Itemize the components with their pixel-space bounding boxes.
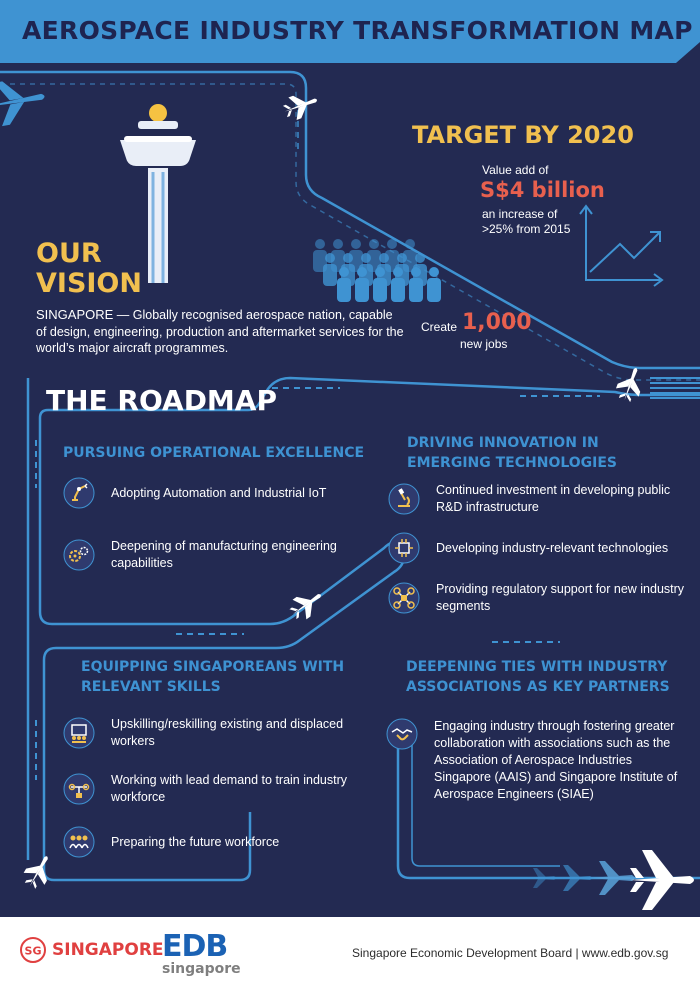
roadmap-item — [388, 482, 688, 516]
footer-credit: Singapore Economic Development Board | www.edb.gov.sg — [352, 946, 669, 960]
item-text: Upskilling/reskilling existing and displaced workers — [111, 717, 344, 748]
airplane-icon — [281, 89, 321, 123]
target-title: TARGET BY 2020 — [412, 121, 634, 149]
vision-statement — [36, 307, 406, 357]
title-bar — [0, 0, 700, 63]
item-text: Working with lead demand to train industry workforce — [111, 773, 347, 804]
roadmap-item — [63, 477, 363, 509]
tools-icon — [63, 773, 95, 805]
roadmap-item — [63, 538, 363, 572]
airplane-icon — [630, 850, 694, 910]
sg-brand-text: SINGAPORE — [52, 940, 164, 960]
item-text: Deepening of manufacturing engineering capabilities — [111, 539, 337, 570]
roadmap-item — [388, 532, 688, 564]
people-cluster-icon — [313, 239, 441, 302]
sg-logo-badge-icon — [20, 937, 46, 963]
vision-title: OUR VISION — [36, 238, 142, 299]
sg-logo — [20, 937, 164, 963]
edb-logo-text: EDB — [162, 929, 228, 964]
value-add-label: Value add of — [482, 163, 549, 177]
growth-chart-icon — [580, 206, 662, 286]
item-text: Engaging industry through fostering greater collaboration with associations such as the Association of Aerospace Industries Singapore (AAIS) and Singapore Institute of Aerospace Engineers (SIAE) — [434, 719, 678, 801]
workforce-icon — [63, 826, 95, 858]
microscope-icon — [388, 483, 420, 515]
item-text: Preparing the future workforce — [111, 834, 280, 849]
item-text: Continued investment in developing public R&D infrastructure — [436, 483, 671, 514]
item-text: Providing regulatory support for new industry segments — [436, 582, 685, 613]
roadmap-item — [63, 772, 363, 806]
roadmap-title: THE ROADMAP — [46, 384, 277, 417]
roadmap-item — [63, 826, 363, 858]
value-add-amount: S$4 billion — [480, 178, 605, 202]
roadmap-item — [386, 718, 686, 803]
handshake-icon — [386, 718, 418, 750]
edb-logo-sub: singapore — [162, 961, 241, 977]
jobs-prefix: Create — [421, 320, 458, 334]
section-title-innovation: DRIVING INNOVATION IN EMERGING TECHNOLOGIES — [407, 435, 618, 471]
section-title-skills: EQUIPPING SINGAPOREANS WITH RELEVANT SKILLS — [81, 659, 345, 695]
drone-icon — [388, 582, 420, 614]
airplane-icon — [0, 75, 48, 129]
value-add-description: an increase of >25% from 2015 — [482, 207, 571, 236]
vision-text: — Globally recognised aerospace nation, capable of design, engineering, production and aftermarket services for the world’s major aircraft programmes. — [36, 308, 404, 355]
item-text: Adopting Automation and Industrial IoT — [111, 485, 327, 500]
sg-logo-text: SG — [24, 944, 42, 958]
roadmap-item — [63, 716, 363, 750]
gears-icon — [63, 539, 95, 571]
vision-lead: SINGAPORE — [36, 307, 114, 322]
circuit-icon — [388, 532, 420, 564]
item-text: Developing industry-relevant technologies — [436, 540, 669, 555]
section-title-operational-excellence: PURSUING OPERATIONAL EXCELLENCE — [63, 445, 365, 461]
edb-logo — [162, 929, 241, 977]
robot-arm-icon — [63, 477, 95, 509]
jobs-number: 1,000 — [462, 310, 532, 335]
training-icon — [63, 717, 95, 749]
section-title-industry-ties: DEEPENING TIES WITH INDUSTRY ASSOCIATIONS AS KEY PARTNERS — [406, 659, 670, 695]
page-title: AEROSPACE INDUSTRY TRANSFORMATION MAP — [22, 16, 693, 45]
jobs-suffix: new jobs — [460, 337, 508, 351]
airplane-icon — [613, 364, 647, 404]
airplane-icon — [20, 850, 58, 891]
roadmap-item — [388, 581, 688, 615]
